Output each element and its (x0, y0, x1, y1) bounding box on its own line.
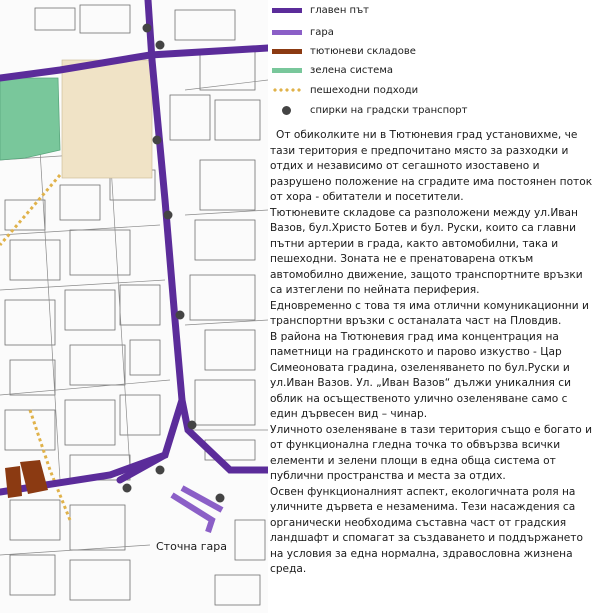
legend-label: пешеходни подходи (310, 84, 419, 96)
legend-item-pedestrian (272, 84, 418, 96)
warehouses-swatch (272, 49, 302, 54)
transport-stop (156, 41, 165, 50)
legend-label: гара (310, 26, 334, 38)
paragraph: Тютюневите складове са разположени между ул.Иван Вазов, бул.Христо Ботев и бул. Руски, които са главни пътни артерии в града, както автомобилни, така и пешеходни. Зоната не е пренатоварена откъм автомобилно движение, защото транспортните връзки са изтеглени по нейната периферия. (270, 206, 583, 296)
transport-stop (123, 484, 132, 493)
transport-stop-icon (282, 106, 291, 115)
transport-stop (156, 466, 165, 475)
green-system-garden (0, 78, 60, 160)
legend-label: спирки на градски транспорт (310, 104, 468, 116)
transport-stop (153, 136, 162, 145)
plaza-area (62, 60, 152, 178)
legend-item-transport-stop (272, 104, 467, 116)
legend-item-warehouses (272, 45, 416, 57)
legend-label: тютюневи складове (310, 45, 416, 57)
pedestrian-swatch (272, 88, 302, 92)
urban-map (0, 0, 268, 613)
transport-stop (216, 494, 225, 503)
main-road-swatch (272, 8, 302, 13)
legend-item-green-system (272, 64, 393, 76)
paragraph: Уличното озеленяване в тази територия също е богато и от функционална гледна точка то обвързва всички елементи и зелени площи в една обща система от публични пространства и места за отдих. (270, 423, 593, 482)
green-system-swatch (272, 68, 302, 73)
station-label: Сточна гара (156, 540, 227, 553)
description-text (270, 128, 598, 578)
paragraph: В района на Тютюневия град има концентрация на паметници на градинското и парово изкуство - Цар Симеоновата градина, озеленяването по бул.Руски и ул.Иван Вазов. Ул. „Иван Вазов“ дължи уникалния си облик на осъщественото улично озеленяване само с един дървесен вид – чинар. (270, 330, 571, 420)
paragraph: Освен функционалният аспект, екологичната роля на уличните дървета е незаменима. Тези насаждения са органически необходима съставна част от градския ландшафт и спомагат за създаването и поддържането на условия за една нормална, здравословна жизнена среда. (270, 485, 583, 575)
legend-label: главен път (310, 4, 369, 16)
paragraph: От обиколките ни в Тютюневия град установихме, че тази територия е предпочитано място за разходки и отдих и независимо от сегашното изоставено и разрушено положение на сградите има постоянен поток от хора - обитатели и посетители. (270, 129, 593, 203)
transport-stop (164, 211, 173, 220)
station-swatch (272, 30, 302, 35)
legend-item-main-road (272, 4, 369, 16)
paragraph: Едновременно с това тя има отлични комуникационни и транспортни връзки с останалата част на Пловдив. (270, 299, 589, 327)
transport-stop (176, 311, 185, 320)
legend-item-station (272, 26, 334, 38)
transport-stop (188, 421, 197, 430)
transport-stop (143, 24, 152, 33)
legend-label: зелена система (310, 64, 394, 76)
